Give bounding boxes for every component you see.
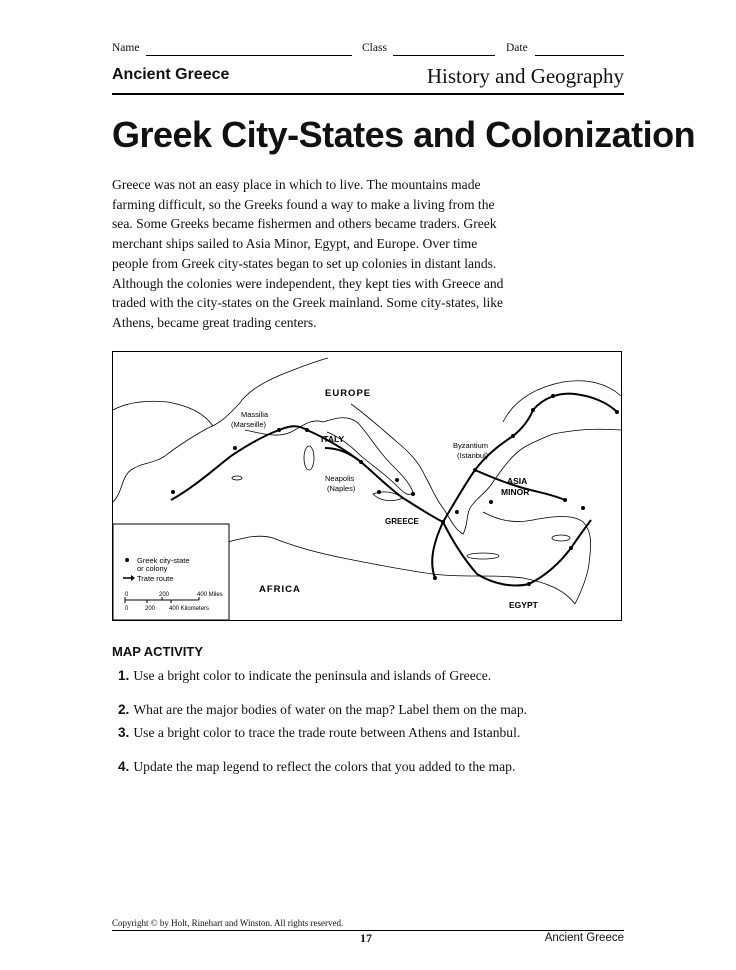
intro-line: Although the colonies were independent, they kept ties with Greece and	[112, 275, 504, 291]
class-label: Class	[362, 42, 387, 54]
city-dot	[473, 468, 477, 472]
intro-line: farming difficult, so the Greeks found a way to make a living from the	[112, 196, 495, 212]
city-dot	[171, 490, 175, 494]
question-number: 3.	[118, 725, 130, 740]
trade-route	[533, 394, 617, 412]
legend-route-label: Trate route	[137, 574, 174, 583]
intro-line: Greece was not an easy place in which to live. The mountains made	[112, 177, 481, 192]
scale-miles-200: 200	[159, 592, 170, 598]
trade-route	[571, 520, 591, 548]
scale-miles-400: 400 Miles	[197, 592, 223, 598]
city-dot	[233, 446, 237, 450]
scale-km-0: 0	[125, 606, 129, 612]
question-text: What are the major bodies of water on the map? Label them on the map.	[133, 702, 528, 717]
city-dot	[615, 410, 619, 414]
balearic-island	[232, 476, 242, 480]
scale-km-400: 400 Kilometers	[169, 606, 210, 612]
city-dot	[527, 582, 531, 586]
map-drawing	[113, 352, 621, 620]
city-dot	[489, 500, 493, 504]
question-text: Update the map legend to reflect the colors that you added to the map.	[133, 759, 516, 774]
question-3	[118, 725, 520, 741]
city-dot	[305, 428, 309, 432]
label-italy: ITALY	[321, 434, 345, 444]
question-text: Use a bright color to trace the trade route between Athens and Istanbul.	[133, 725, 521, 740]
iberia-north-coast	[113, 401, 213, 426]
label-naples: (Naples)	[327, 484, 356, 493]
map-activity-title: MAP ACTIVITY	[112, 644, 204, 659]
city-dot	[359, 460, 363, 464]
crete	[467, 553, 499, 559]
intro-line: sea. Some Greeks became fishermen and others became traders. Greek	[112, 216, 497, 232]
map-legend	[113, 524, 229, 620]
page-title: Greek City-States and Colonization	[112, 114, 696, 155]
label-africa: AFRICA	[259, 584, 301, 595]
date-label: Date	[506, 42, 528, 54]
question-1	[118, 668, 491, 684]
label-istanbul: (Istanbul)	[457, 451, 489, 460]
question-2	[118, 702, 527, 718]
header-rule	[112, 93, 624, 95]
city-dot	[441, 520, 445, 524]
greece-coast	[425, 476, 493, 534]
student-info-fields	[112, 42, 624, 58]
intro-line: people from Greek city-states began to set up colonies in distant lands.	[112, 255, 497, 271]
label-asia: ASIA	[507, 476, 528, 486]
label-greece: GREECE	[385, 517, 419, 526]
course-heading: History and Geography	[426, 64, 624, 88]
page-number: 17	[360, 931, 372, 945]
cyprus	[552, 535, 570, 541]
question-number: 4.	[118, 759, 130, 774]
adriatic-coast	[351, 404, 425, 476]
subject-heading: Ancient Greece	[112, 66, 230, 83]
city-dot	[581, 506, 585, 510]
city-dot	[433, 576, 437, 580]
class-field[interactable]	[393, 55, 495, 56]
intro-line: Athens, became great trading centers.	[112, 314, 317, 330]
question-4	[118, 759, 515, 775]
name-label: Name	[112, 42, 140, 54]
name-field[interactable]	[146, 55, 352, 56]
question-text: Use a bright color to indicate the peninsula and islands of Greece.	[133, 668, 492, 683]
legend-city-label: Greek city-state	[137, 556, 190, 565]
city-dot	[411, 492, 415, 496]
city-dot	[551, 394, 555, 398]
city-dot	[277, 428, 281, 432]
label-massilia: Massilia	[241, 410, 269, 419]
scale-km-200: 200	[145, 606, 156, 612]
corsica-sardinia	[304, 446, 314, 470]
black-sea-south-coast	[553, 429, 621, 434]
question-number: 2.	[118, 702, 130, 717]
label-neapolis: Neapolis	[325, 474, 355, 483]
thrace-coast	[493, 434, 553, 482]
copyright-notice: Copyright © by Holt, Rinehart and Winston. All rights reserved.	[112, 918, 344, 928]
label-europe: EUROPE	[325, 388, 372, 399]
city-dot	[511, 434, 515, 438]
legend-city-label-2: or colony	[137, 564, 168, 573]
label-byzantium: Byzantium	[453, 441, 489, 450]
city-dot	[377, 490, 381, 494]
europe-coastline	[113, 358, 328, 502]
scale-miles-0: 0	[125, 592, 129, 598]
colonization-map	[112, 351, 622, 621]
city-dot	[395, 478, 399, 482]
label-egypt: EGYPT	[509, 600, 538, 610]
asia-minor-coast	[483, 512, 591, 604]
city-dot	[531, 408, 535, 412]
trade-route	[432, 522, 443, 578]
city-dot	[563, 498, 567, 502]
label-marseille: (Marseille)	[231, 420, 267, 429]
city-dot	[569, 546, 573, 550]
intro-paragraph	[112, 175, 552, 333]
intro-line: traded with the city-states on the Greek mainland. Some city-states, like	[112, 295, 504, 311]
question-number: 1.	[118, 668, 130, 683]
legend-city-dot	[125, 558, 129, 562]
date-field[interactable]	[535, 55, 624, 56]
city-dot	[455, 510, 459, 514]
footer-subject: Ancient Greece	[544, 932, 624, 944]
trade-route	[443, 410, 533, 522]
intro-line: merchant ships sailed to Asia Minor, Egypt, and Europe. Over time	[112, 236, 478, 252]
label-minor: MINOR	[501, 487, 530, 497]
